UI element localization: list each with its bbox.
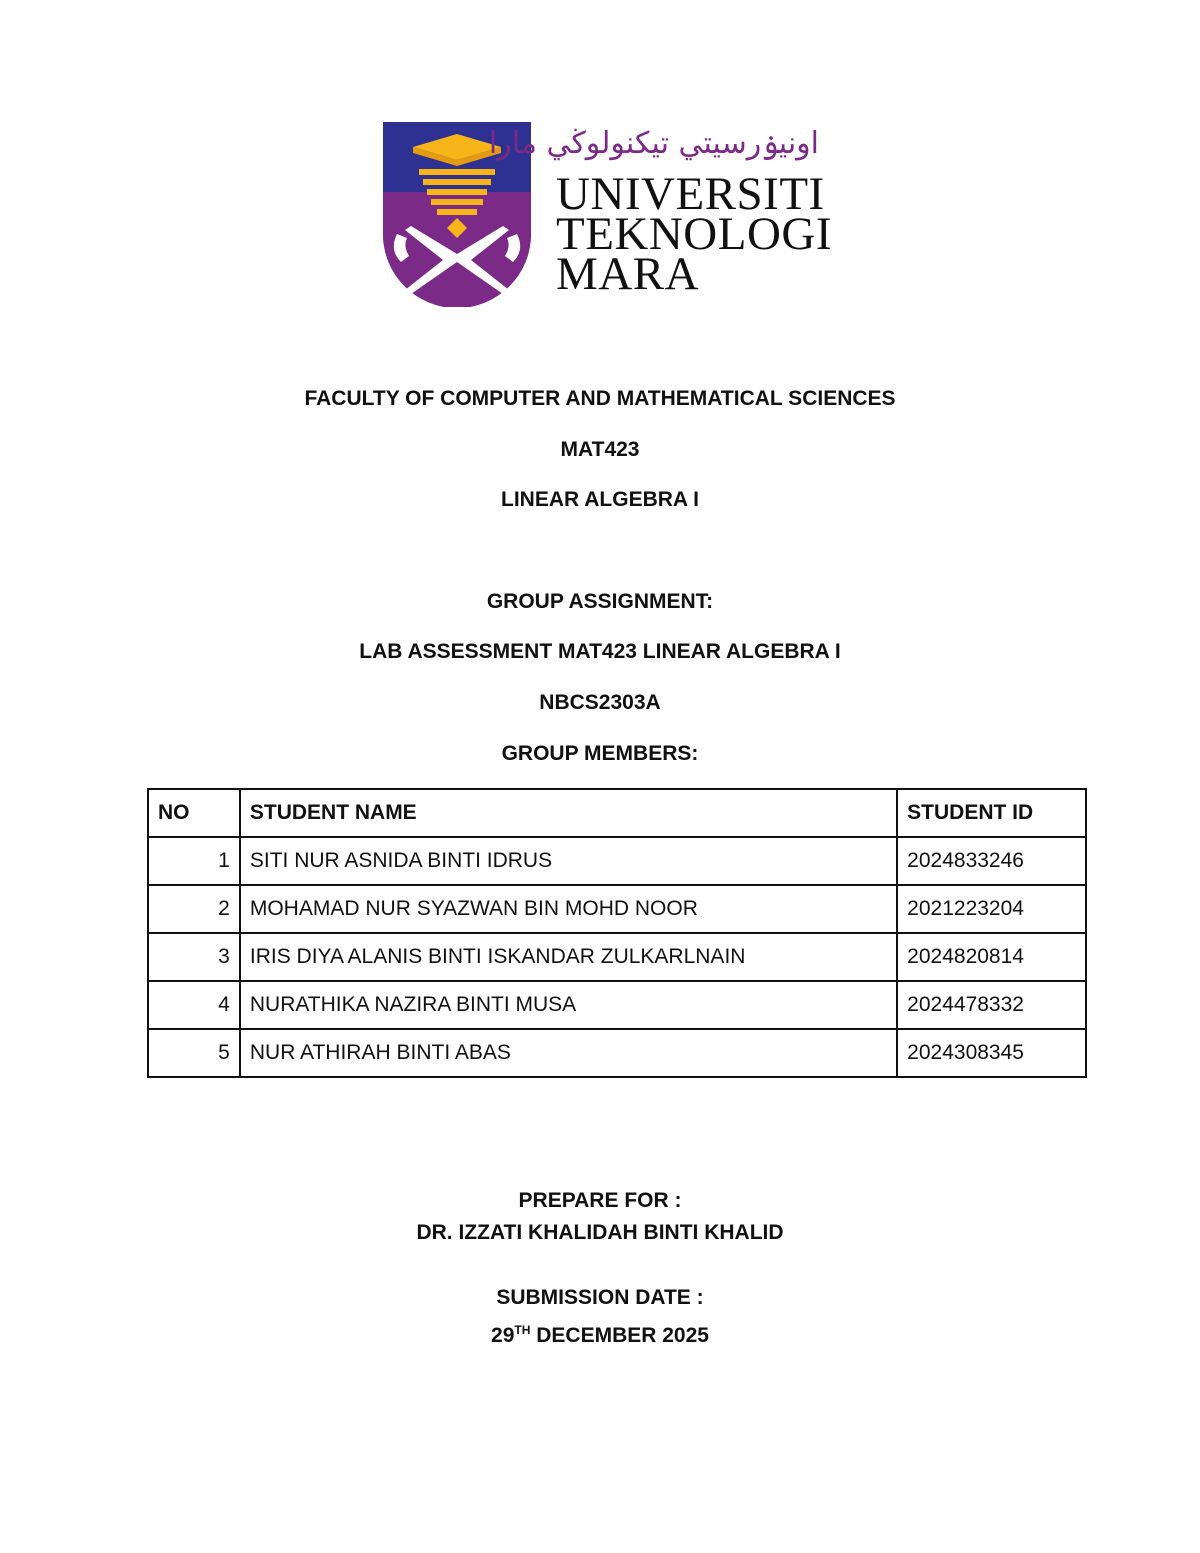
- prepare-for-label: PREPARE FOR :: [518, 1189, 682, 1212]
- header-student-name: STUDENT NAME: [240, 789, 897, 837]
- row-student-id: 2024478332: [897, 981, 1086, 1029]
- row-student-id: 2024833246: [897, 837, 1086, 885]
- submission-date: [0, 1317, 1200, 1349]
- row-student-name: IRIS DIYA ALANIS BINTI ISKANDAR ZULKARLNAIN: [240, 933, 897, 981]
- table-row: [148, 933, 1086, 981]
- row-no: 4: [148, 981, 240, 1029]
- header-student-id: STUDENT ID: [897, 789, 1086, 837]
- date-day: 29: [491, 1324, 515, 1347]
- row-student-id: 2024308345: [897, 1029, 1086, 1077]
- table-row: [148, 1029, 1086, 1077]
- date-suffix: TH: [514, 1323, 531, 1337]
- uitm-logo: [383, 122, 832, 312]
- row-student-id: 2024820814: [897, 933, 1086, 981]
- course-code: MAT423: [560, 438, 640, 461]
- row-no: 5: [148, 1029, 240, 1077]
- wordmark-line-2: TEKNOLOGI: [556, 208, 832, 260]
- lecturer-name: DR. IZZATI KHALIDAH BINTI KHALID: [416, 1221, 784, 1244]
- row-student-name: NUR ATHIRAH BINTI ABAS: [240, 1029, 897, 1077]
- row-student-name: NURATHIKA NAZIRA BINTI MUSA: [240, 981, 897, 1029]
- table-row: [148, 981, 1086, 1029]
- date-month-year: DECEMBER 2025: [530, 1324, 709, 1347]
- row-no: 2: [148, 885, 240, 933]
- table-header-row: [148, 789, 1086, 837]
- university-wordmark: [556, 168, 832, 300]
- wordmark-line-1: UNIVERSITI: [556, 168, 825, 220]
- assignment-title: LAB ASSESSMENT MAT423 LINEAR ALGEBRA I: [359, 640, 841, 663]
- group-code: NBCS2303A: [539, 691, 661, 714]
- members-label: GROUP MEMBERS:: [501, 742, 699, 765]
- row-student-name: SITI NUR ASNIDA BINTI IDRUS: [240, 837, 897, 885]
- row-student-id: 2021223204: [897, 885, 1086, 933]
- row-no: 3: [148, 933, 240, 981]
- jawi-university-name: اونيۏرسيتي تيكنولوڬي مارا: [488, 126, 819, 161]
- row-no: 1: [148, 837, 240, 885]
- faculty-title: FACULTY OF COMPUTER AND MATHEMATICAL SCIENCES: [304, 387, 896, 410]
- submission-date-label: SUBMISSION DATE :: [496, 1286, 704, 1309]
- course-name: LINEAR ALGEBRA I: [501, 488, 699, 511]
- table-row: [148, 837, 1086, 885]
- table-row: [148, 885, 1086, 933]
- group-members-table: [147, 788, 1087, 1078]
- header-no: NO: [148, 789, 240, 837]
- assignment-label: GROUP ASSIGNMENT:: [486, 590, 714, 613]
- row-student-name: MOHAMAD NUR SYAZWAN BIN MOHD NOOR: [240, 885, 897, 933]
- wordmark-line-3: MARA: [556, 248, 700, 300]
